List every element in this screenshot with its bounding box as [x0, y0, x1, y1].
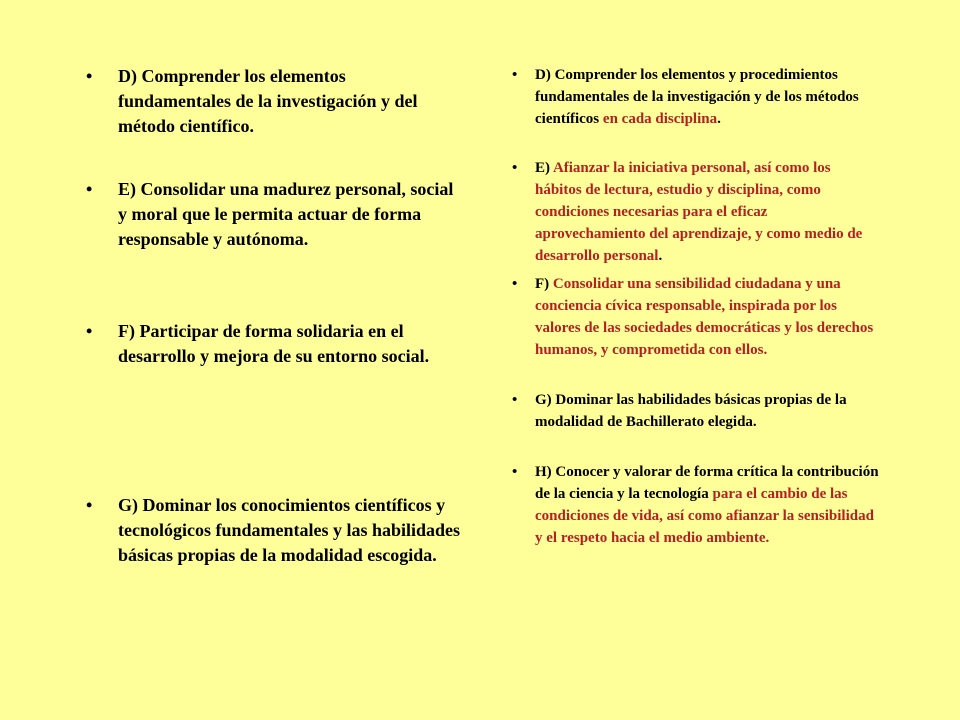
bullet: • [86, 179, 93, 199]
left-item-f [86, 319, 476, 369]
left-item-d [86, 64, 476, 139]
left-item-e-text: E) Consolidar una madurez personal, social y moral que le permita actuar de forma responsable y autónoma. [118, 179, 454, 249]
right-item-e [512, 157, 892, 267]
bullet: • [512, 276, 518, 292]
right-item-d-text: D) Comprender los elementos y procedimientos fundamentales de la investigación y de los métodos científicos en cada disciplina. [535, 67, 859, 127]
bullet: • [512, 392, 518, 408]
bullet: • [86, 495, 93, 515]
bullet: • [86, 321, 93, 341]
left-item-d-text: D) Comprender los elementos fundamentales de la investigación y del método científico. [118, 66, 418, 136]
right-item-f [512, 273, 892, 361]
bullet: • [512, 160, 518, 176]
bullet: • [512, 464, 518, 480]
left-item-e [86, 177, 476, 252]
bullet: • [86, 66, 93, 86]
right-item-h [512, 461, 892, 549]
right-item-d [512, 64, 892, 130]
right-item-f-text: F) Consolidar una sensibilidad ciudadana y una conciencia cívica responsable, inspirada por los valores de las sociedades democráticas y los derechos humanos, y comprometida con ellos. [535, 276, 874, 358]
bullet: • [512, 67, 518, 83]
right-item-e-text: E) Afianzar la iniciativa personal, así como los hábitos de lectura, estudio y disciplina, como condiciones necesarias para el eficaz aprovechamiento del aprendizaje, y como medio de desarrollo personal. [535, 160, 863, 264]
left-item-f-text: F) Participar de forma solidaria en el desarrollo y mejora de su entorno social. [118, 321, 430, 366]
left-item-g-text: G) Dominar los conocimientos científicos y tecnológicos fundamentales y las habilidades básicas propias de la modalidad escogida. [118, 495, 461, 565]
right-item-g [512, 389, 892, 433]
right-item-g-text: G) Dominar las habilidades básicas propias de la modalidad de Bachillerato elegida. [535, 392, 847, 430]
left-item-g [86, 493, 476, 568]
right-item-h-text: H) Conocer y valorar de forma crítica la contribución de la ciencia y la tecnología para el cambio de las condiciones de vida, así como afianzar la sensibilidad y el respeto hacia el medio ambiente. [535, 464, 879, 546]
